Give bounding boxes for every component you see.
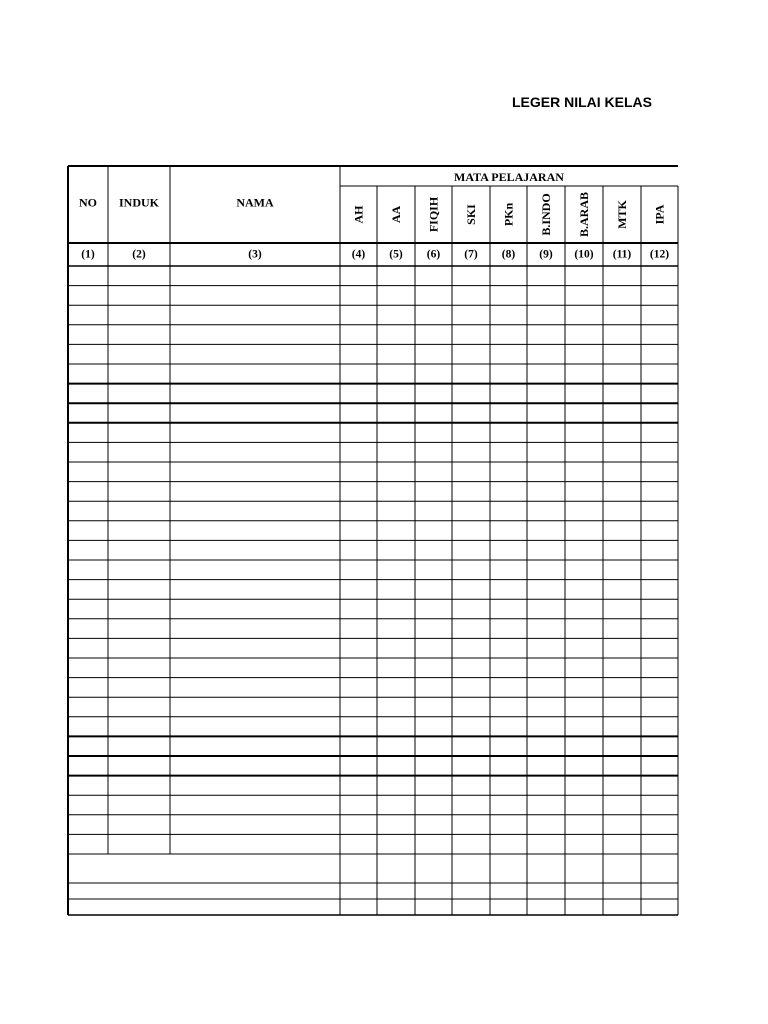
column-index-12: (12) [649, 248, 670, 261]
header-nama: NAMA [236, 195, 274, 210]
column-index-6: (6) [426, 248, 441, 261]
column-index-row [81, 249, 669, 261]
column-index-2: (2) [132, 248, 146, 261]
header-subject-ah: AH [351, 205, 366, 224]
column-index-4: (4) [351, 248, 366, 261]
column-index-8: (8) [501, 248, 516, 261]
header-mata-pelajaran: MATA PELAJARAN [454, 170, 564, 184]
header-no: NO [79, 195, 97, 210]
column-index-7: (7) [464, 248, 478, 261]
page-title: LEGER NILAI KELAS [512, 94, 653, 110]
column-index-9: (9) [539, 248, 553, 261]
column-index-11: (11) [612, 248, 632, 261]
header-subject-aa: AA [389, 205, 403, 224]
header-subject-ski: SKI [464, 204, 478, 225]
table-header [79, 170, 667, 237]
header-subject-b-arab: B.ARAB [577, 191, 591, 238]
column-index-3: (3) [248, 248, 262, 261]
header-subject-b-indo: B.INDO [539, 193, 553, 236]
header-subject-mtk: MTK [615, 200, 629, 229]
column-index-10: (10) [574, 248, 594, 261]
header-induk: INDUK [118, 195, 160, 210]
header-subject-pkn: PKn [501, 202, 516, 227]
table-grid [68, 166, 678, 915]
header-subject-ipa: IPA [652, 204, 667, 225]
header-subject-fiqih: FIQIH [426, 196, 441, 233]
column-index-1: (1) [81, 248, 95, 261]
column-index-5: (5) [389, 248, 403, 261]
